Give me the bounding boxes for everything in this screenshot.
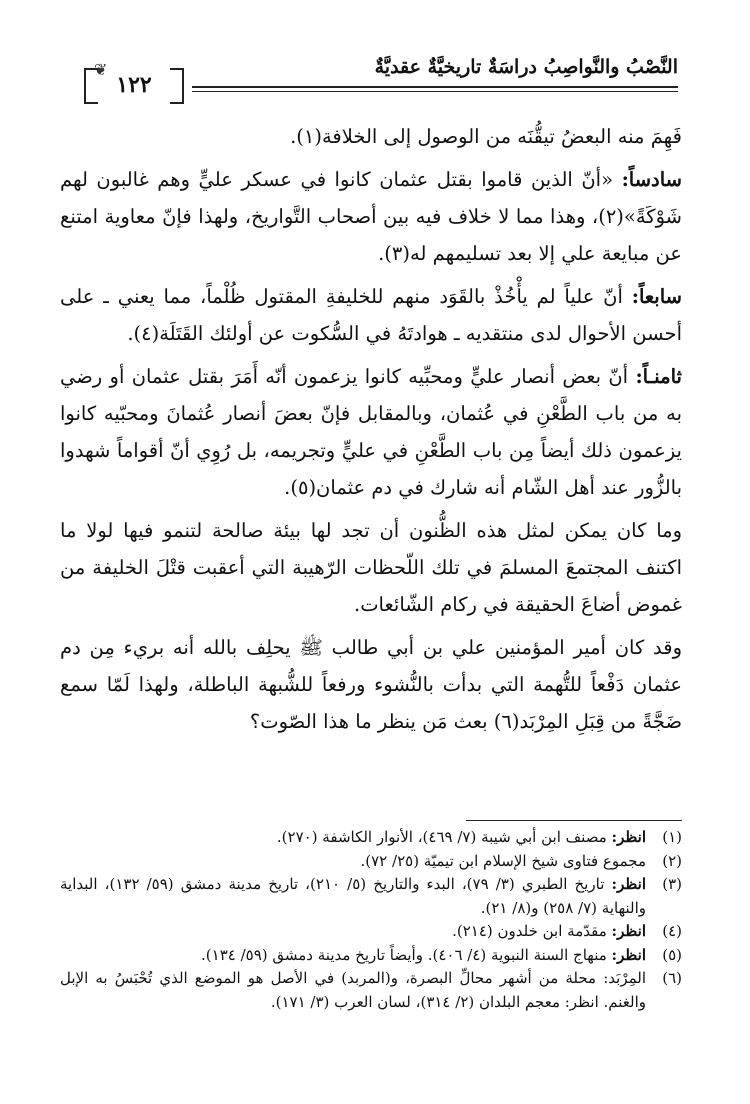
footnote-body: منهاج السنة النبوية (٤/ ٤٠٦). وأيضاً تاريخ مدينة دمشق (٥٩/ ١٣٤). xyxy=(201,945,607,964)
paragraph-sixth xyxy=(60,161,682,272)
paragraph-seventh xyxy=(60,278,682,352)
footnote-body: تاريخ الطبري (٣/ ٧٩)، البدء والتاريخ (٥/ ٢١٠)، تاريخ مدينة دمشق (٥٩/ ١٣٢)، البداية والنهاية (٧/ ٢٥٨) و(٨/ ٢١). xyxy=(60,875,646,917)
footnote-text xyxy=(60,826,646,850)
paragraph-text: أنّ علياً لم يأْخُذْ بالقَوَد منهم للخليفةِ المقتول ظُلْماً، مما يعني ـ على أحسن الأحوال لدى منتقديه ـ هوادتَهُ في السُّكوت عن أولئك القَتَلَة(٤). xyxy=(60,285,682,345)
footnote-number: (٢) xyxy=(662,851,682,870)
footnote-lead: انظر: xyxy=(611,875,646,893)
footnote-body: مجموع فتاوى شيخ الإسلام ابن تيميّة (٢٥/ ٧٢). xyxy=(360,851,646,870)
footnote-number: (٣) xyxy=(662,875,682,893)
header-rule xyxy=(192,86,678,88)
footnote-text xyxy=(60,873,646,920)
footnote-5 xyxy=(60,944,682,968)
footnote-separator xyxy=(466,820,682,821)
footnote-text xyxy=(60,944,646,968)
footnote-lead: انظر: xyxy=(611,945,646,964)
footnote-lead: انظر: xyxy=(611,828,646,846)
paragraph-6 xyxy=(60,629,682,740)
ornament-icon: ❦ xyxy=(94,60,110,79)
footnote-body: مقدّمة ابن خلدون (٢١٤). xyxy=(452,922,607,940)
paragraph-text: وقد كان أمير المؤمنين علي بن أبي طالب ﷺ يحلِف بالله أنه بريء مِن دم عثمان دَفْعاً للتُّهمة التي بدأت بالنُّشوء ورفعاً للشُّبهة الباطلة، ولهذا لَمّا سمع ضَجَّةً من قِبَلِ المِرْبَد(٦) بعث مَن ينظر ما هذا الصّوت؟ xyxy=(60,636,682,733)
footnote-lead: انظر: xyxy=(611,922,646,940)
paragraph-1 xyxy=(60,118,682,155)
footnote-number: (٦) xyxy=(662,969,682,987)
footnote-number: (٥) xyxy=(662,945,682,964)
footnote-text xyxy=(60,967,646,1014)
paragraph-5 xyxy=(60,512,682,623)
paragraph-lead: سابعاً: xyxy=(631,285,683,308)
footnote-number: (٤) xyxy=(662,922,682,940)
paragraph-lead: سادساً: xyxy=(621,168,683,191)
paragraph-lead: ثامنـاً: xyxy=(635,365,682,388)
footnote-6 xyxy=(60,967,682,1014)
page-number-box xyxy=(82,60,186,102)
running-header xyxy=(82,52,678,104)
footnote-body: مصنف ابن أبي شيبة (٧/ ٤٦٩)، الأنوار الكاشفة (٢٧٠). xyxy=(276,828,607,846)
paragraph-text: «أنّ الذين قاموا بقتل عثمان كانوا في عسكر عليٍّ وهم غالبون لهم شَوْكَةً»(٢)، وهذا مما لا خلاف فيه بين أصحاب التَّواريخ، ولهذا فإنّ معاوية امتنع عن مبايعة علي إلا بعد تسليمهم له(٣). xyxy=(60,168,682,265)
page-number-bracket-right xyxy=(170,68,184,104)
footnote-number: (١) xyxy=(662,828,682,846)
paragraph-text: فَهِمَ منه البعضُ تيقُّنَه من الوصول إلى الخلافة(١). xyxy=(290,125,682,148)
paragraph-eighth xyxy=(60,358,682,506)
main-text xyxy=(60,118,682,746)
header-title: النَّصْبُ والنَّواصِبُ دراسَةٌ تاريخيَّةٌ عقديَّةٌ xyxy=(374,56,678,78)
page-number-bracket-left xyxy=(84,68,98,104)
paragraph-text: وما كان يمكن لمثل هذه الظُّنون أن تجد لها بيئة صالحة لتنمو فيها لولا ما اكتنف المجتمعَ المسلمَ في تلك اللّحظات الرّهيبة التي أعقبت قتْلَ الخليفة من غموض أضاعَ الحقيقة في ركام الشّائعات. xyxy=(60,519,682,616)
footnote-text xyxy=(60,920,646,944)
paragraph-text: أنّ بعض أنصار عليٍّ ومحبِّيه كانوا يزعمون أنّه أَمَرَ بقتل عثمان أو رضي به من باب الطَّعْنِ في عُثمان، وبالمقابل فإنّ بعضَ أنصار عُثمانَ ومحبّيه كانوا يزعمون ذلك أيضاً مِن باب الطَّعْنِ في عليٍّ وتجريمه، بل رُوِي أنّ أقواماً شهدوا بالزُّور عند أهل الشّام أنه شارك في دم عثمان(٥). xyxy=(60,365,682,499)
footnotes xyxy=(60,826,682,1014)
header-rule-thin xyxy=(192,91,678,92)
footnote-1 xyxy=(60,826,682,850)
footnote-body: المِرْبَد: محلة من أشهر محالِّ البصرة، و(المربد) في الأصل هو الموضع الذي تُحْبَسُ به الإبل والغنم. انظر: معجم البلدان (٢/ ٣١٤)، لسان العرب (٣/ ١٧١). xyxy=(60,969,646,1011)
page-number: ١٢٢ xyxy=(116,72,152,98)
footnote-4 xyxy=(60,920,682,944)
footnote-2 xyxy=(60,850,682,874)
footnote-text xyxy=(60,850,646,874)
footnote-3 xyxy=(60,873,682,920)
